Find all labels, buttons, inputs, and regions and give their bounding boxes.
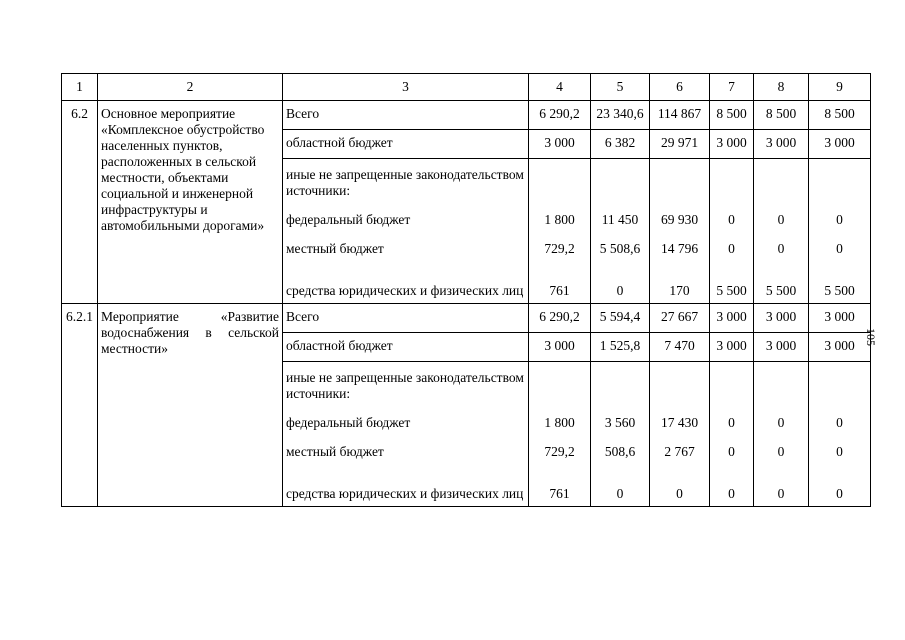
source-label: Всего <box>283 101 529 130</box>
source-label: областной бюджет <box>283 333 529 362</box>
value-cell: 114 867 <box>650 101 710 130</box>
value-cell: 6 290,2 <box>529 101 591 130</box>
header-cell: 2 <box>98 74 283 101</box>
value-cell: 6 290,2 <box>529 304 591 333</box>
budget-table <box>61 73 871 507</box>
value-cell: 0 <box>710 435 754 464</box>
value-cell: 3 000 <box>754 333 809 362</box>
item-name: Мероприятие «Развитие водоснабжения в сельской местности» <box>98 304 283 507</box>
header-cell: 8 <box>754 74 809 101</box>
value-cell: 0 <box>809 464 871 507</box>
value-cell: 3 000 <box>754 130 809 159</box>
value-cell: 0 <box>710 232 754 261</box>
source-label: федеральный бюджет <box>283 203 529 232</box>
value-cell: 761 <box>529 261 591 304</box>
value-cell: 1 525,8 <box>591 333 650 362</box>
value-cell: 1 800 <box>529 406 591 435</box>
value-cell: 0 <box>809 406 871 435</box>
value-cell: 170 <box>650 261 710 304</box>
value-cell: 508,6 <box>591 435 650 464</box>
value-cell: 0 <box>591 261 650 304</box>
header-cell: 6 <box>650 74 710 101</box>
value-cell: 0 <box>754 435 809 464</box>
value-cell: 17 430 <box>650 406 710 435</box>
value-cell: 8 500 <box>809 101 871 130</box>
source-label: иные не запрещенные законодательством источники: <box>283 362 529 406</box>
value-cell: 3 000 <box>529 130 591 159</box>
value-cell: 0 <box>710 464 754 507</box>
value-cell: 6 382 <box>591 130 650 159</box>
value-cell: 0 <box>650 464 710 507</box>
value-cell: 0 <box>754 203 809 232</box>
item-name: Основное мероприятие «Комплексное обустройство населенных пунктов, расположенных в сельской местности, объектами социальной и инженерной инфраструктуры и автомобильными дорогами» <box>98 101 283 304</box>
value-cell: 3 560 <box>591 406 650 435</box>
value-cell: 23 340,6 <box>591 101 650 130</box>
header-cell: 9 <box>809 74 871 101</box>
value-cell: 29 971 <box>650 130 710 159</box>
item-code: 6.2 <box>62 101 98 304</box>
value-cell: 3 000 <box>754 304 809 333</box>
value-cell: 8 500 <box>754 101 809 130</box>
table-row <box>62 101 871 130</box>
value-cell: 3 000 <box>710 333 754 362</box>
value-cell: 11 450 <box>591 203 650 232</box>
source-label: областной бюджет <box>283 130 529 159</box>
value-cell: 14 796 <box>650 232 710 261</box>
header-cell: 5 <box>591 74 650 101</box>
value-cell: 761 <box>529 464 591 507</box>
source-label: федеральный бюджет <box>283 406 529 435</box>
value-cell: 3 000 <box>809 130 871 159</box>
value-cell: 5 508,6 <box>591 232 650 261</box>
value-cell: 0 <box>809 435 871 464</box>
value-cell: 0 <box>809 232 871 261</box>
value-cell: 3 000 <box>529 333 591 362</box>
header-cell: 3 <box>283 74 529 101</box>
value-cell: 3 000 <box>809 304 871 333</box>
header-cell: 4 <box>529 74 591 101</box>
value-cell: 0 <box>754 232 809 261</box>
item-code: 6.2.1 <box>62 304 98 507</box>
value-cell: 3 000 <box>710 130 754 159</box>
value-cell: 729,2 <box>529 435 591 464</box>
value-cell: 27 667 <box>650 304 710 333</box>
value-cell: 69 930 <box>650 203 710 232</box>
value-cell: 3 000 <box>710 304 754 333</box>
source-label: средства юридических и физических лиц <box>283 464 529 507</box>
value-cell: 2 767 <box>650 435 710 464</box>
value-cell: 7 470 <box>650 333 710 362</box>
table-row <box>62 304 871 333</box>
source-label: средства юридических и физических лиц <box>283 261 529 304</box>
page-number: 105 <box>864 328 878 346</box>
value-cell: 5 500 <box>710 261 754 304</box>
value-cell: 0 <box>754 464 809 507</box>
header-cell: 1 <box>62 74 98 101</box>
source-label: местный бюджет <box>283 232 529 261</box>
value-cell: 5 594,4 <box>591 304 650 333</box>
header-row <box>62 74 871 101</box>
value-cell: 0 <box>710 203 754 232</box>
header-cell: 7 <box>710 74 754 101</box>
value-cell: 0 <box>754 406 809 435</box>
value-cell: 5 500 <box>809 261 871 304</box>
value-cell: 5 500 <box>754 261 809 304</box>
value-cell: 1 800 <box>529 203 591 232</box>
source-label: Всего <box>283 304 529 333</box>
source-label: иные не запрещенные законодательством источники: <box>283 159 529 203</box>
source-label: местный бюджет <box>283 435 529 464</box>
value-cell: 8 500 <box>710 101 754 130</box>
value-cell: 0 <box>710 406 754 435</box>
value-cell: 3 000 <box>809 333 871 362</box>
value-cell: 0 <box>809 203 871 232</box>
value-cell: 729,2 <box>529 232 591 261</box>
value-cell: 0 <box>591 464 650 507</box>
